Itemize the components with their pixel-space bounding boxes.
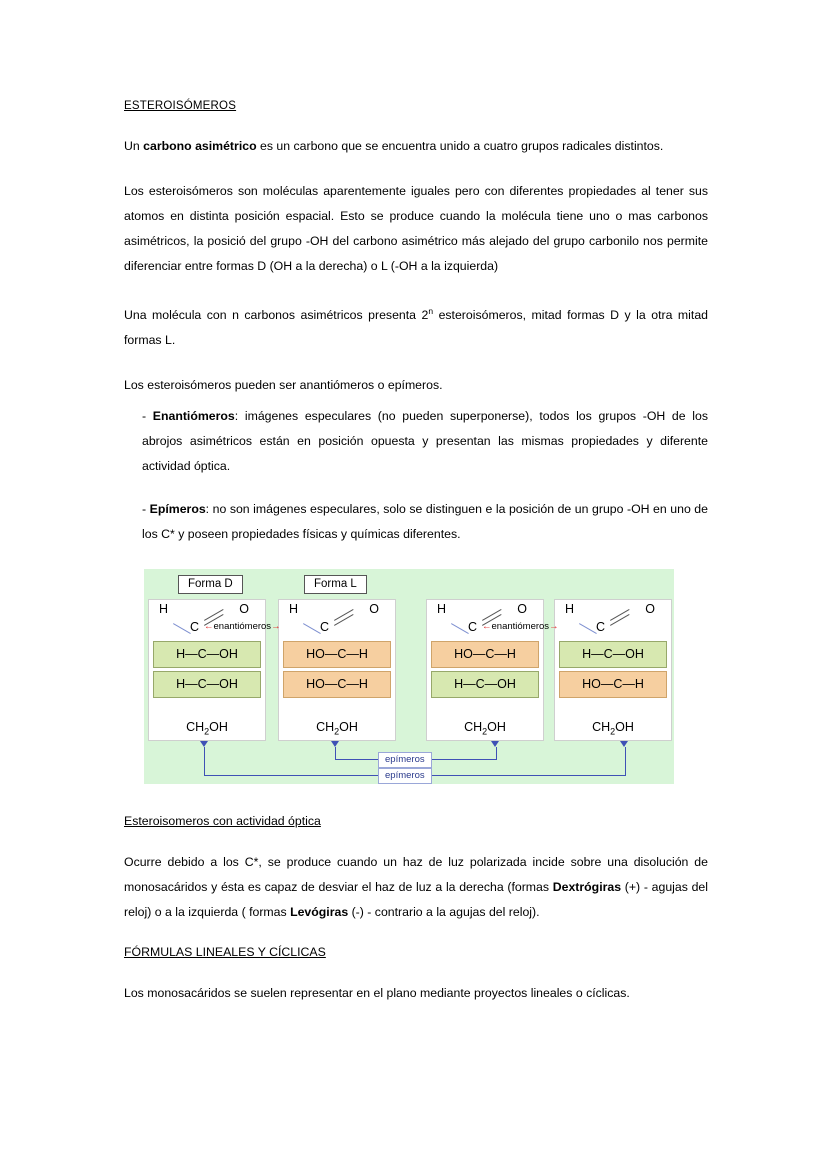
molecule-2-foot-tail: OH — [339, 719, 358, 734]
bullet-2-bold: Epímeros — [149, 502, 206, 517]
paragraph-1-after: es un carbono que se encuentra unido a cuatro grupos radicales distintos. — [256, 139, 664, 153]
molecule-4-carbonyl — [555, 600, 671, 638]
annotation-enantiomeros-right — [482, 621, 559, 632]
epimeros-label-bottom: epímeros — [378, 768, 432, 784]
subheading-actividad-optica: Esteroisomeros con actividad óptica — [124, 814, 321, 829]
molecule-1-c-atom: C — [190, 620, 200, 635]
molecule-3-foot-main: CH — [464, 719, 483, 734]
bullet-1-text: : imágenes especulares (no pueden superponerse), todos los grupos -OH de los abrojos asimétricos están en posición opuesta y presentan las mismas propiedades y diferente actividad óptica. — [142, 409, 708, 474]
molecule-3-o-atom: O — [517, 602, 527, 617]
paragraph-5-part-2: (+) - agujas del reloj) o a la izquierda ( formas — [124, 880, 708, 920]
paragraph-1-bold: carbono asimétrico — [143, 139, 257, 153]
molecule-3-foot-tail: OH — [487, 719, 506, 734]
arrow-left-icon-2: ← — [482, 621, 492, 633]
molecule-1-foot-sub: 2 — [204, 726, 210, 737]
molecule-3-foot — [427, 720, 543, 737]
molecule-2-o-atom: O — [369, 602, 379, 617]
annotation-enantiomeros-left — [204, 621, 281, 632]
molecule-2 — [278, 599, 396, 741]
molecule-4-c-atom: C — [596, 620, 606, 635]
paragraph-5-part-1: Ocurre debido a los C*, se produce cuando un haz de luz polarizada incide sobre una disolución de monosacáridos y ésta es capaz de desviar el haz de luz a la derecha (formas — [124, 855, 708, 895]
molecule-4-foot-sub: 2 — [610, 726, 616, 737]
paragraph-3-before: Una molécula con n carbonos asimétricos presenta 2 — [124, 308, 429, 323]
bullet-epimeros — [124, 497, 708, 547]
paragraph-esteroisomeros: Los esteroisómeros son moléculas aparentemente iguales pero con diferentes propiedades al tener sus atomos en distinta posición espacial. Esto se produce cuando la molécula tiene uno o mas carbonos asimétricos, la posició del grupo -OH del carbono asimétrico más alejado del grupo carbonilo nos permite diferenciar entre formas D (OH a la derecha) o L (-OH a la izquierda) — [124, 184, 708, 273]
molecule-1-foot — [149, 720, 265, 737]
subheading-formulas: FÓRMULAS LINEALES Y CÍCLICAS — [124, 945, 326, 960]
document-content — [124, 100, 708, 1026]
molecule-3-row-2: H—C—OH — [431, 671, 539, 698]
paragraph-3-after: esteroisómeros, mitad formas D y la otra mitad formas L. — [124, 308, 708, 348]
molecule-1-foot-tail: OH — [209, 719, 228, 734]
bullet-2-dash: - — [142, 502, 150, 517]
molecule-2-c-atom: C — [320, 620, 330, 635]
molecule-1-h-atom: H — [159, 602, 169, 617]
arrow-left-icon: ← — [204, 621, 214, 633]
molecule-2-foot-sub: 2 — [334, 726, 340, 737]
paragraph-monosacaridos: Los monosacáridos se suelen representar en el plano mediante proyectos lineales o cíclicas. — [124, 986, 630, 1001]
epimeros-label-top: epímeros — [378, 752, 432, 768]
molecule-4-h-atom: H — [565, 602, 575, 617]
molecule-4-row-2: HO—C—H — [559, 671, 667, 698]
bullet-1-bold: Enantiómeros — [152, 409, 235, 424]
molecule-3-c-atom: C — [468, 620, 478, 635]
paragraph-5-part-3: (-) - contrario a la agujas del reloj). — [348, 905, 540, 920]
molecule-1-foot-main: CH — [186, 719, 205, 734]
paragraph-tipos: Los esteroisómeros pueden ser anantiómeros o epímeros. — [124, 378, 443, 393]
arrow-right-icon-2: → — [549, 621, 559, 633]
figure-label-forma-l: Forma L — [304, 575, 367, 594]
molecule-4-foot — [555, 720, 671, 737]
molecule-4-row-1: H—C—OH — [559, 641, 667, 668]
molecule-4 — [554, 599, 672, 741]
molecule-3-carbonyl — [427, 600, 543, 638]
arrow-right-icon: → — [271, 621, 281, 633]
molecule-4-foot-main: CH — [592, 719, 611, 734]
bullet-2-text: : no son imágenes especulares, solo se distinguen e la posición de un grupo -OH en uno de los C* y poseen propiedades físicas y químicas diferentes. — [142, 502, 708, 542]
molecule-3-h-atom: H — [437, 602, 447, 617]
molecule-2-row-2: HO—C—H — [283, 671, 391, 698]
molecule-3-foot-sub: 2 — [482, 726, 488, 737]
epimeros-arrow-bottom-left-icon — [200, 741, 208, 747]
paragraph-carbono-asimetrico — [124, 134, 708, 159]
epimeros-arrow-bottom-right-icon — [620, 741, 628, 747]
paragraph-5-bold-dextrogiras: Dextrógiras — [552, 880, 622, 895]
molecule-3-row-1: HO—C—H — [431, 641, 539, 668]
bullet-enantiomeros — [124, 404, 708, 479]
molecule-1-o-atom: O — [239, 602, 249, 617]
annotation-enantiomeros-left-label: enantiómeros — [213, 621, 272, 633]
paragraph-5-bold-levogiras: Levógiras — [290, 905, 349, 920]
molecule-2-foot-main: CH — [316, 719, 335, 734]
figure-label-forma-d: Forma D — [178, 575, 243, 594]
molecule-4-o-atom: O — [645, 602, 655, 617]
molecule-2-row-1: HO—C—H — [283, 641, 391, 668]
molecule-2-carbonyl — [279, 600, 395, 638]
bullet-1-dash: - — [142, 409, 153, 424]
molecule-1-carbonyl — [149, 600, 265, 638]
esteroisomeros-figure — [144, 569, 674, 784]
annotation-enantiomeros-right-label: enantiómeros — [491, 621, 550, 633]
molecule-1-row-1: H—C—OH — [153, 641, 261, 668]
molecule-2-foot — [279, 720, 395, 737]
molecule-1-row-2: H—C—OH — [153, 671, 261, 698]
paragraph-3-exponent: n — [428, 306, 434, 316]
molecule-4-foot-tail: OH — [615, 719, 634, 734]
paragraph-actividad-optica — [124, 850, 708, 925]
paragraph-molecula-n-carbonos — [124, 299, 708, 353]
molecule-2-h-atom: H — [289, 602, 299, 617]
paragraph-1-before: Un — [124, 139, 144, 153]
page-title: ESTEROISÓMEROS — [124, 100, 237, 112]
